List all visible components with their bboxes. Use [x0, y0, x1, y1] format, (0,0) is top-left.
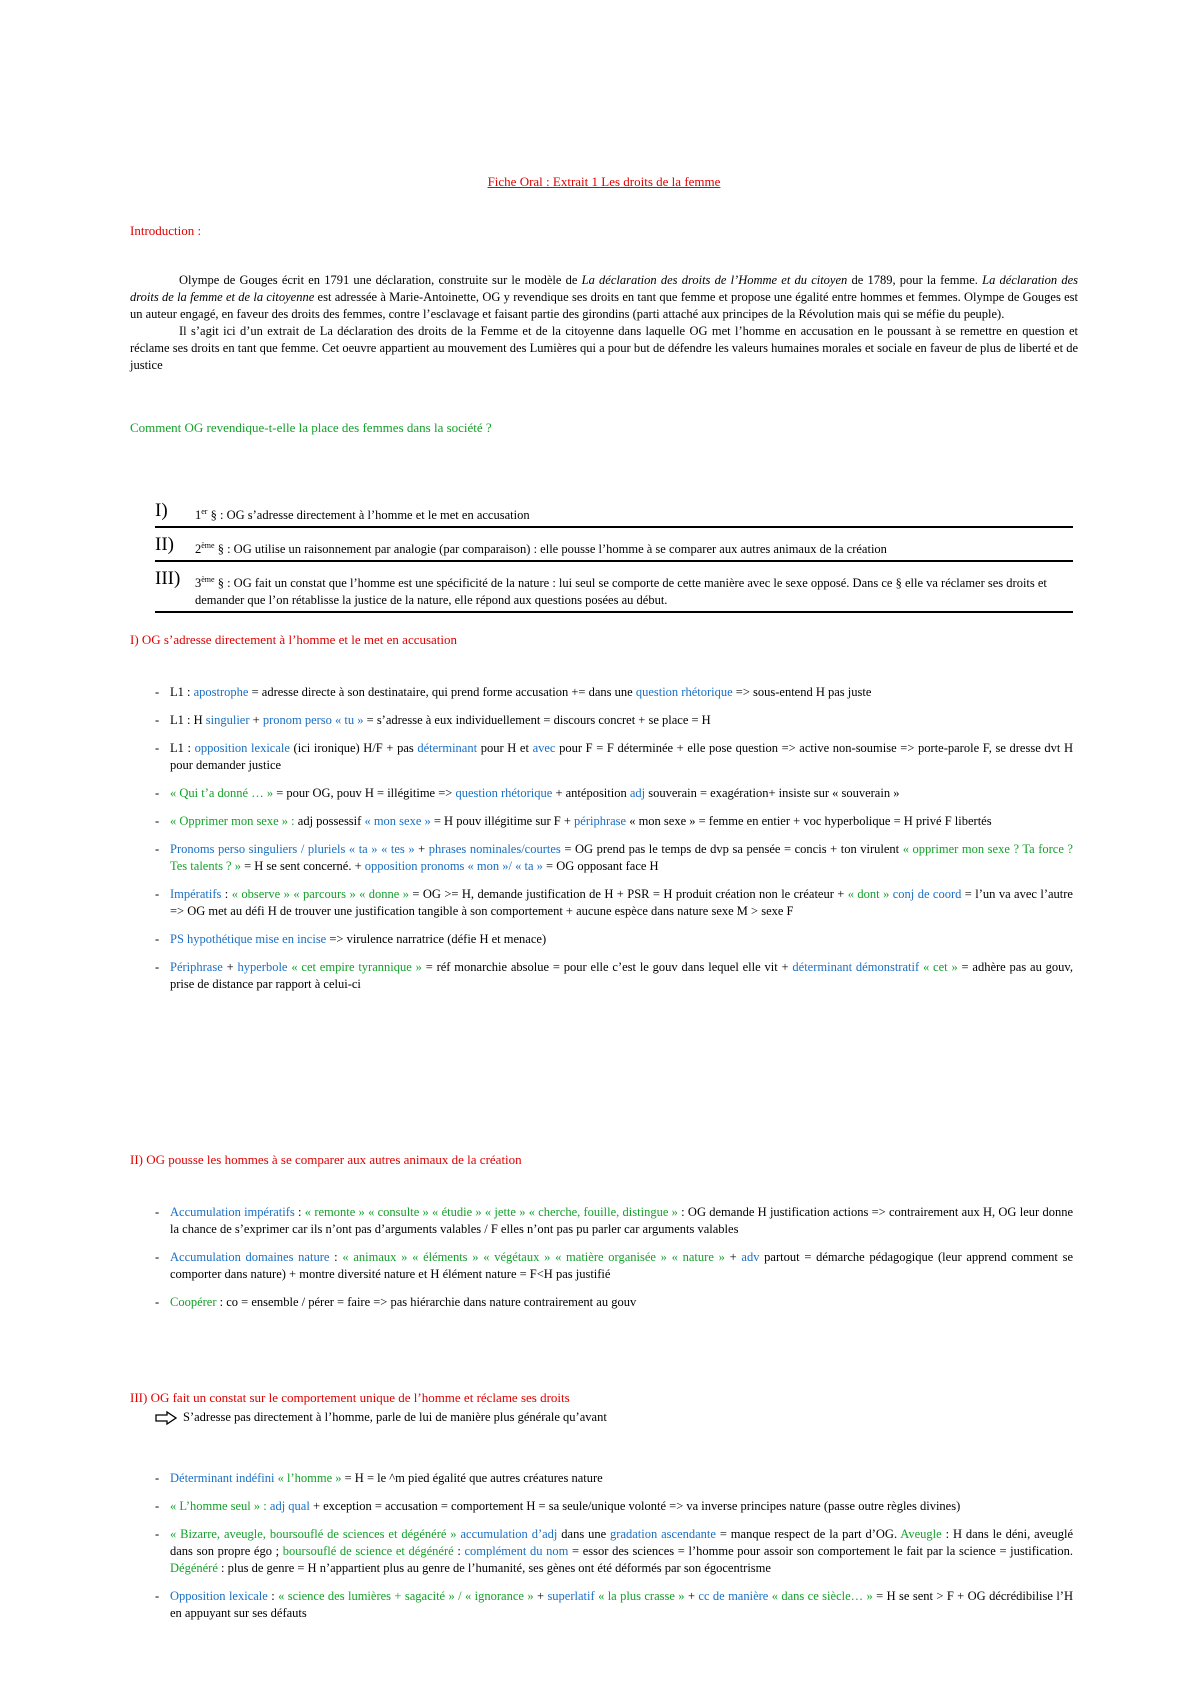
part2-heading: II) OG pousse les hommes à se comparer aux autres animaux de la création: [130, 1152, 522, 1167]
introduction-heading: Introduction :: [130, 223, 202, 238]
list-item: - « Opprimer mon sexe » : adj possessif « mon sexe » = H pouv illégitime sur F + périphrase « mon sexe » = femme en entier + voc hyperbolique = H privé F libertés: [155, 813, 1073, 830]
part3-list: [155, 1470, 1073, 1633]
list-item: - Opposition lexicale : « science des lumières + sagacité » / « ignorance » + superlatif « la plus crasse » + cc de manière « dans ce siècle… » = H se sent > F + OG décrédibilise l’H en appuyant sur ses défauts: [155, 1588, 1073, 1622]
document-title: Fiche Oral : Extrait 1 Les droits de la femme: [487, 174, 721, 189]
plan-item-2: II) 2ème § : OG utilise un raisonnement par analogie (par comparaison) : elle pousse l’homme à se comparer aux autres animaux de la création: [155, 534, 1073, 562]
list-item: - Coopérer : co = ensemble / pérer = faire => pas hiérarchie dans nature contrairement au gouv: [155, 1294, 1073, 1311]
plan-item-1: I) 1er § : OG s’adresse directement à l’homme et le met en accusation: [155, 500, 1073, 528]
plan-roman: II): [155, 534, 174, 556]
list-item: - Déterminant indéfini « l’homme » = H = le ^m pied égalité que autres créatures nature: [155, 1470, 1073, 1487]
plan-outline: [155, 500, 1073, 619]
arrow-note-text: S’adresse pas directement à l’homme, parle de lui de manière plus générale qu’avant: [183, 1410, 607, 1424]
list-item: - « L’homme seul » : adj qual + exception = accusation = comportement H = sa seule/unique volonté => va inverse principes nature (passe outre règles divines): [155, 1498, 1073, 1515]
plan-item-3: III) 3ème § : OG fait un constat que l’homme est une spécificité de la nature : lui seul se comporte de cette manière avec le sexe opposé. Dans ce § elle va réclamer ses droits et demander que l’on rétablisse la justice de la nature, elle répond aux questions posées au début.: [155, 568, 1073, 613]
list-item: - L1 : apostrophe = adresse directe à son destinataire, qui prend forme accusation += dans une question rhétorique => sous-entend H pas juste: [155, 684, 1073, 701]
problematique: Comment OG revendique-t-elle la place des femmes dans la société ?: [130, 420, 492, 435]
intro-paragraph-1: Olympe de Gouges écrit en 1791 une déclaration, construite sur le modèle de La déclaration des droits de l’Homme et du citoyen de 1789, pour la femme. La déclaration des droits de la femme et de la citoyenne est adressée à Marie-Antoinette, OG y revendique ses droits en tant que femme et propose une égalité entre hommes et femmes. Olympe de Gouges est un auteur engagé, en faveur des droits des femmes, contre l’esclavage et faisant partie des girondins (parti attaché aux principes de la Révolution mais qui se méfie du peuple).: [130, 273, 1079, 321]
list-item: - « Bizarre, aveugle, boursouflé de sciences et dégénéré » accumulation d’adj dans une gradation ascendante = manque respect de la part d’OG. Aveugle : H dans le déni, aveuglé dans son propre égo ; boursouflé de science et dégénéré : complément du nom = essor des sciences = l’homme pour assoir son comportement le fait par la science = justification. Dégénéré : plus de genre = H n’appartient plus au genre de l’humanité, ses gènes ont été déformés par son égocentrisme: [155, 1526, 1073, 1577]
list-item: - Impératifs : « observe » « parcours » « donne » = OG >= H, demande justification de H + PSR = H produit création non le créateur + « dont » conj de coord = l’un va avec l’autre => OG met au défi H de trouver une justification tangible à son comportement + aucune espèce dans nature sexe M > sexe F: [155, 886, 1073, 920]
part1-list: [155, 684, 1073, 1004]
right-arrow-icon: [155, 1411, 177, 1425]
plan-roman: I): [155, 500, 168, 521]
part3-heading: III) OG fait un constat sur le comportement unique de l’homme et réclame ses droits: [130, 1390, 570, 1405]
intro-paragraph-2: Il s’agit ici d’un extrait de La déclaration des droits de la Femme et de la citoyenne dans laquelle OG met l’homme en accusation en le poussant à se remettre en question et réclame ses droits en tant que femme. Cet oeuvre appartient au mouvement des Lumières qui a pour but de défendre les valeurs humaines morales et sociale en faveur de plus de liberté et de justice: [130, 324, 1078, 372]
list-item: - « Qui t’a donné … » = pour OG, pouv H = illégitime => question rhétorique + antéposition adj souverain = exagération+ insiste sur « souverain »: [155, 785, 1073, 802]
list-item: - L1 : H singulier + pronom perso « tu » = s’adresse à eux individuellement = discours concret + se place = H: [155, 712, 1073, 729]
part1-heading: I) OG s’adresse directement à l’homme et le met en accusation: [130, 632, 458, 647]
list-item: - Accumulation domaines nature : « animaux » « éléments » « végétaux » « matière organisée » « nature » + adv partout = démarche pédagogique (leur apprend comment se comporter dans nature) + montre diversité nature et H élément nature = F<H pas justifié: [155, 1249, 1073, 1283]
part2-list: [155, 1204, 1073, 1322]
list-item: - PS hypothétique mise en incise => virulence narratrice (défie H et menace): [155, 931, 1073, 948]
list-item: - Périphrase + hyperbole « cet empire tyrannique » = réf monarchie absolue = pour elle c’est le gouv dans lequel elle vit + déterminant démonstratif « cet » = adhère pas au gouv, prise de distance par rapport à celui-ci: [155, 959, 1073, 993]
list-item: - Pronoms perso singuliers / pluriels « ta » « tes » + phrases nominales/courtes = OG prend pas le temps de dvp sa pensée = concis + ton virulent « opprimer mon sexe ? Ta force ? Tes talents ? » = H se sent concerné. + opposition pronoms « mon »/ « ta » = OG opposant face H: [155, 841, 1073, 875]
part3-arrow-note: [155, 1410, 607, 1425]
list-item: - L1 : opposition lexicale (ici ironique) H/F + pas déterminant pour H et avec pour F = F déterminée + elle pose question => active non-soumise => porte-parole F, se dresse dvt H pour demander justice: [155, 740, 1073, 774]
introduction-body: [130, 272, 1078, 374]
plan-roman: III): [155, 568, 181, 590]
list-item: - Accumulation impératifs : « remonte » « consulte » « étudie » « jette » « cherche, fouille, distingue » : OG demande H justification actions => contrairement aux H, OG leur donne la chance de s’exprimer car ils n’ont pas d’arguments valables / F elles n’ont pas pu parler car arguments valables: [155, 1204, 1073, 1238]
